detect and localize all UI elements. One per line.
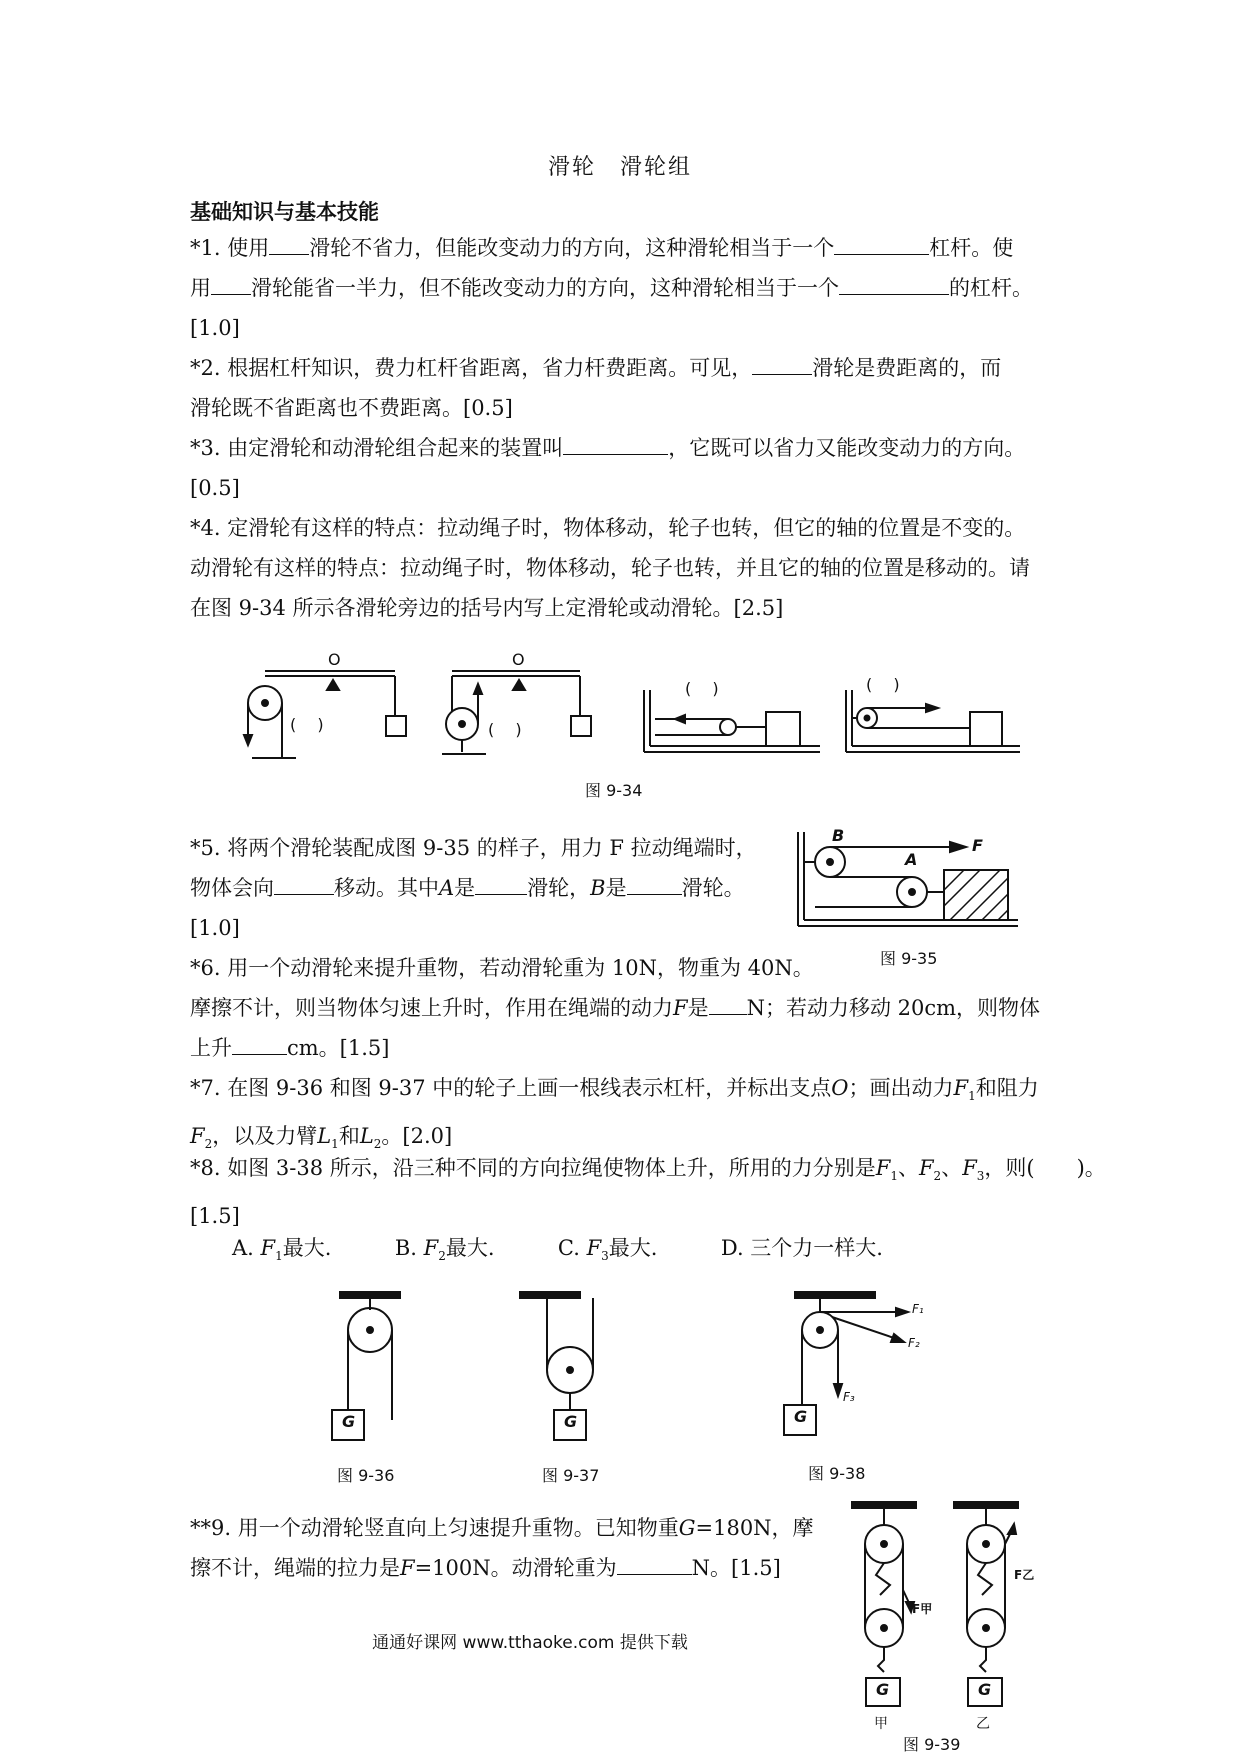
q3-text: ，它既可以省力又能改变动力的方向。 bbox=[668, 436, 1026, 460]
q6-text: N；若动力移动 20cm，则物体 bbox=[746, 996, 1041, 1020]
pivot-label: O bbox=[328, 650, 341, 669]
subfigure-label-jia: 甲 bbox=[874, 1716, 888, 1732]
q7-text: ；画出动力 bbox=[848, 1076, 954, 1100]
figure-caption: 图 9-35 bbox=[880, 949, 938, 968]
subscript: 3 bbox=[976, 1169, 985, 1184]
q3-text: *3. 由定滑轮和动滑轮组合起来的装置叫 bbox=[190, 436, 564, 460]
q1-text: 滑轮能省一半力，但不能改变动力的方向，这种滑轮相当于一个 bbox=[251, 276, 839, 300]
q5-text: 是 bbox=[605, 876, 627, 900]
footer: 通通好课网 www.tthaoke.com 提供下载 bbox=[372, 1633, 688, 1653]
subscript: 2 bbox=[933, 1169, 942, 1184]
var-L: L bbox=[359, 1124, 374, 1149]
q5-text: *5. 将两个滑轮装配成图 9-35 的样子，用力 F 拉动绳端时， bbox=[190, 836, 757, 860]
section-heading: 基础知识与基本技能 bbox=[190, 200, 379, 224]
force-label-yi: F乙 bbox=[1014, 1568, 1035, 1582]
answer-bracket[interactable]: ( ) bbox=[866, 675, 900, 694]
q9-text: **9. 用一个动滑轮竖直向上匀速提升重物。已知物重 bbox=[190, 1516, 679, 1540]
answer-bracket[interactable]: ( ) bbox=[290, 715, 324, 734]
score: [1.5] bbox=[190, 1204, 240, 1229]
q6-text: *6. 用一个动滑轮来提升重物，若动滑轮重为 10N，物重为 40N。 bbox=[190, 956, 814, 980]
subscript: 3 bbox=[601, 1249, 609, 1264]
var-F: F bbox=[918, 1156, 934, 1180]
q1-text: 的杠杆。 bbox=[949, 276, 1033, 300]
var-O: O bbox=[831, 1076, 849, 1100]
q2-text: 滑轮是费距离的，而 bbox=[812, 356, 1002, 380]
option-letter: A. bbox=[232, 1236, 254, 1260]
var-F: F bbox=[953, 1076, 969, 1100]
q1-text: 滑轮不省力，但能改变动力的方向，这种滑轮相当于一个 bbox=[309, 236, 835, 260]
q4-text: 动滑轮有这样的特点：拉动绳子时，物体移动，轮子也转，并且它的轴的位置是移动的。请 bbox=[190, 556, 1030, 580]
q5-text: 滑轮。 bbox=[681, 876, 745, 900]
var-L: L bbox=[317, 1124, 332, 1149]
q7-text: ，以及力臂 bbox=[212, 1124, 318, 1149]
option-text: 最大. bbox=[608, 1236, 658, 1260]
var-F: F bbox=[962, 1156, 977, 1180]
weight-label: G bbox=[794, 1407, 808, 1426]
var-F: F bbox=[586, 1236, 602, 1260]
q9-text: =180N，摩 bbox=[695, 1516, 814, 1540]
force-label-f2: F₂ bbox=[908, 1336, 920, 1350]
q8-text: *8. 如图 3-38 所示，沿三种不同的方向拉绳使物体上升，所用的力分别是 bbox=[190, 1156, 876, 1180]
q7-text: 和 bbox=[338, 1124, 360, 1149]
q1-text: 杠杆。使 bbox=[929, 236, 1014, 260]
weight-label: G bbox=[978, 1680, 992, 1699]
q1-text: 用 bbox=[190, 276, 211, 300]
q8-text: ，则( )。 bbox=[984, 1156, 1106, 1180]
label-F: F bbox=[972, 836, 983, 855]
force-label-f1: F₁ bbox=[912, 1302, 924, 1316]
subfigure-label-yi: 乙 bbox=[976, 1716, 990, 1732]
subscript: 1 bbox=[890, 1169, 898, 1184]
q1-text: *1. 使用 bbox=[190, 236, 270, 260]
q5-text: 是 bbox=[454, 876, 476, 900]
subscript: 1 bbox=[331, 1137, 339, 1152]
q5-text: 滑轮， bbox=[527, 876, 591, 900]
q6-text: 是 bbox=[687, 996, 709, 1020]
subscript: 2 bbox=[438, 1249, 446, 1264]
q7-text: 。[2.0] bbox=[381, 1124, 453, 1149]
figure-caption: 图 9-37 bbox=[542, 1466, 600, 1485]
q4-text: 在图 9-34 所示各滑轮旁边的括号内写上定滑轮或动滑轮。[2.5] bbox=[190, 596, 784, 620]
var-F: F bbox=[400, 1556, 415, 1580]
figure-caption: 图 9-34 bbox=[585, 781, 643, 800]
var-F: F bbox=[673, 996, 688, 1020]
subscript: 2 bbox=[204, 1137, 213, 1152]
subscript: 1 bbox=[275, 1249, 283, 1264]
q9-text: N。[1.5] bbox=[691, 1556, 781, 1580]
var-F: F bbox=[875, 1156, 891, 1180]
var-F: F bbox=[423, 1236, 439, 1260]
weight-label: G bbox=[564, 1412, 578, 1431]
page-title: 滑轮 滑轮组 bbox=[547, 155, 692, 180]
figure-caption: 图 9-38 bbox=[808, 1464, 866, 1483]
figure-caption: 图 9-39 bbox=[903, 1735, 961, 1754]
option-text: 最大. bbox=[282, 1236, 332, 1260]
q8-text: 、 bbox=[897, 1156, 919, 1180]
score: [0.5] bbox=[190, 476, 240, 500]
score: [1.0] bbox=[190, 916, 240, 940]
option-letter: B. bbox=[394, 1236, 417, 1260]
force-label-f3: F₃ bbox=[843, 1390, 855, 1404]
score: [1.0] bbox=[190, 316, 240, 340]
force-label-jia: F甲 bbox=[912, 1602, 933, 1616]
q6-text: cm。[1.5] bbox=[287, 1036, 390, 1060]
q8-text: 、 bbox=[941, 1156, 963, 1180]
option-text: 最大. bbox=[445, 1236, 495, 1260]
q9-text: 擦不计，绳端的拉力是 bbox=[190, 1556, 400, 1580]
q9-text: =100N。动滑轮重为 bbox=[414, 1556, 617, 1580]
option-letter: C. bbox=[557, 1236, 580, 1260]
label-B: B bbox=[832, 826, 845, 845]
answer-bracket[interactable]: ( ) bbox=[685, 679, 719, 698]
weight-label: G bbox=[876, 1680, 890, 1699]
var-A: A bbox=[439, 876, 455, 900]
q2-text: *2. 根据杠杆知识，费力杠杆省距离，省力杆费距离。可见， bbox=[190, 356, 753, 380]
var-F: F bbox=[190, 1124, 205, 1149]
q4-text: *4. 定滑轮有这样的特点：拉动绳子时，物体移动，轮子也转，但它的轴的位置是不变的。 bbox=[190, 516, 1026, 540]
label-A: A bbox=[905, 850, 918, 869]
var-G: G bbox=[678, 1516, 696, 1540]
q7-text: *7. 在图 9-36 和图 9-37 中的轮子上画一根线表示杠杆，并标出支点 bbox=[190, 1076, 832, 1100]
q6-text: 摩擦不计，则当物体匀速上升时，作用在绳端的动力 bbox=[190, 996, 673, 1020]
q2-text: 滑轮既不省距离也不费距离。[0.5] bbox=[190, 396, 513, 420]
q5-text: 物体会向 bbox=[190, 876, 274, 900]
answer-bracket[interactable]: ( ) bbox=[488, 720, 522, 739]
q7-text: 和阻力 bbox=[975, 1076, 1039, 1100]
weight-label: G bbox=[342, 1412, 356, 1431]
var-F: F bbox=[260, 1236, 276, 1260]
figure-caption: 图 9-36 bbox=[337, 1466, 395, 1485]
subscript: 2 bbox=[373, 1137, 382, 1152]
q5-text: 移动。其中 bbox=[334, 876, 439, 900]
subscript: 1 bbox=[968, 1089, 976, 1104]
option-d[interactable]: D. 三个力一样大. bbox=[720, 1236, 883, 1260]
pivot-label: O bbox=[512, 650, 525, 669]
q6-text: 上升 bbox=[190, 1036, 232, 1060]
var-B: B bbox=[590, 876, 606, 900]
